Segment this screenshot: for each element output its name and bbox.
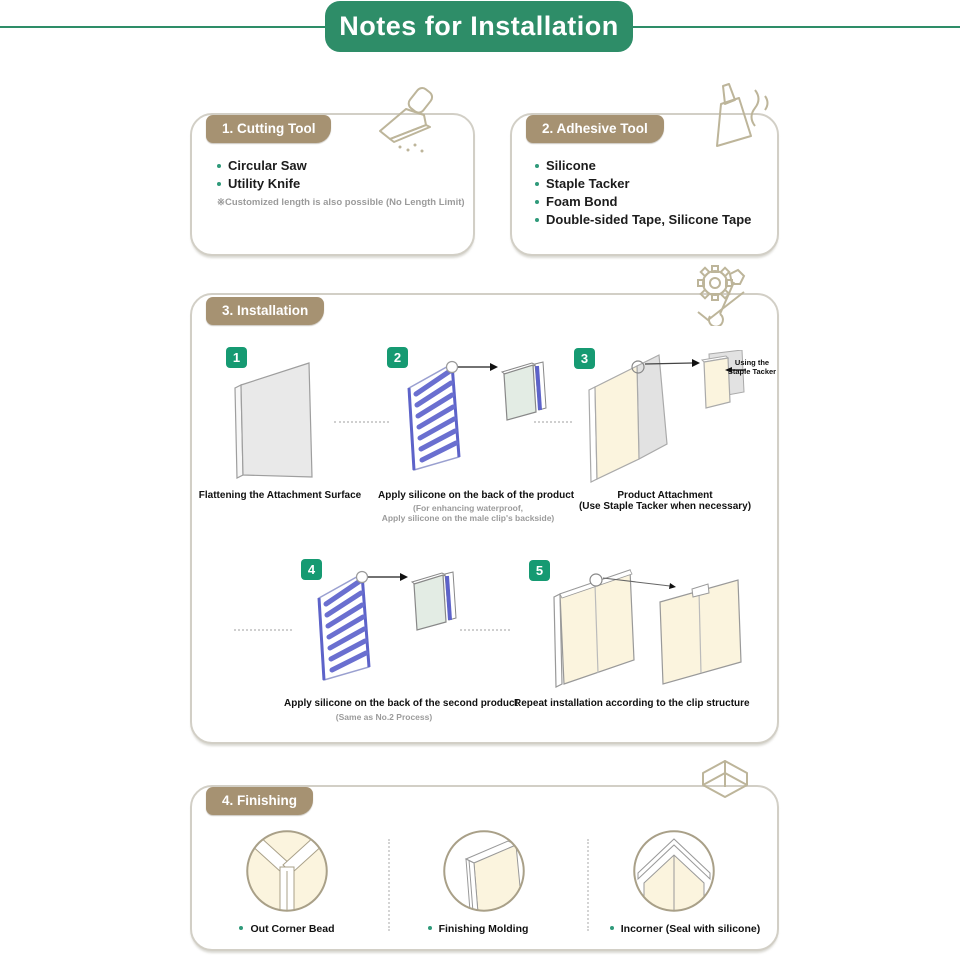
bullet-icon	[610, 926, 614, 930]
cutting-note: ※Customized length is also possible (No Length Limit)	[217, 197, 465, 208]
finishing-label: 4. Finishing	[206, 787, 313, 815]
out-corner-bead-illustration	[245, 829, 330, 914]
finishing-item-caption: Out Corner Bead	[217, 923, 357, 935]
list-item: Silicone	[535, 157, 751, 175]
cutting-tool-list	[217, 157, 307, 193]
corner-trim-icon	[697, 757, 753, 811]
dotted-separator	[234, 629, 292, 631]
step3-caption-2: (Use Staple Tacker when necessary)	[578, 501, 752, 512]
step1-panel-illustration	[227, 344, 347, 484]
step5-caption: Repeat installation according to the clip structure	[514, 698, 750, 709]
silicone-tube-icon	[695, 82, 769, 156]
section-cutting-tool	[190, 113, 475, 256]
gear-wrench-icon	[690, 260, 754, 326]
step4-subcaption: (Same as No.2 Process)	[335, 712, 433, 722]
finishing-item-caption: Incorner (Seal with silicone)	[590, 923, 780, 935]
step2-subcaption-1: (For enhancing waterproof,	[412, 503, 524, 513]
dotted-separator	[460, 629, 510, 631]
bullet-icon	[217, 164, 221, 168]
incorner-illustration	[632, 829, 717, 914]
circular-saw-icon	[370, 87, 448, 157]
bullet-icon	[239, 926, 243, 930]
step-badge-1: 1	[226, 347, 247, 368]
bullet-icon	[217, 182, 221, 186]
section-installation	[190, 293, 779, 744]
step3-caption: Product Attachment	[617, 490, 713, 501]
dotted-divider	[587, 839, 589, 931]
bullet-icon	[535, 218, 539, 222]
section-adhesive-tool	[510, 113, 779, 256]
list-item: Staple Tacker	[535, 175, 751, 193]
adhesive-tool-label: 2. Adhesive Tool	[526, 115, 664, 143]
installation-label: 3. Installation	[206, 297, 324, 325]
step2-caption: Apply silicone on the back of the product	[378, 490, 575, 501]
cutting-tool-label: 1. Cutting Tool	[206, 115, 331, 143]
list-item: Circular Saw	[217, 157, 307, 175]
staple-tacker-annotation: Using the Staple Tacker	[727, 358, 777, 376]
step1-caption: Flattening the Attachment Surface	[198, 490, 362, 501]
bullet-icon	[535, 164, 539, 168]
step2-subcaption-2: Apply silicone on the male clip's backside)	[381, 513, 555, 523]
dotted-separator	[534, 421, 572, 423]
step-badge-2: 2	[387, 347, 408, 368]
step4-silicone-illustration	[302, 562, 472, 697]
step4-caption: Apply silicone on the back of the second product	[284, 698, 518, 709]
finishing-item-caption: Finishing Molding	[408, 923, 548, 935]
bullet-icon	[428, 926, 432, 930]
list-item: Utility Knife	[217, 175, 307, 193]
bullet-icon	[535, 182, 539, 186]
dotted-divider	[388, 839, 390, 931]
step-badge-3: 3	[574, 348, 595, 369]
finishing-molding-illustration	[442, 829, 527, 914]
page-title: Notes for Installation	[325, 1, 633, 52]
adhesive-tool-list	[535, 157, 751, 229]
step5-repeat-illustration	[542, 562, 757, 692]
step-badge-5: 5	[529, 560, 550, 581]
step-badge-4: 4	[301, 559, 322, 580]
section-finishing	[190, 785, 779, 951]
step2-silicone-illustration	[392, 352, 562, 487]
list-item: Foam Bond	[535, 193, 751, 211]
list-item: Double-sided Tape, Silicone Tape	[535, 211, 751, 229]
bullet-icon	[535, 200, 539, 204]
dotted-separator	[334, 421, 389, 423]
